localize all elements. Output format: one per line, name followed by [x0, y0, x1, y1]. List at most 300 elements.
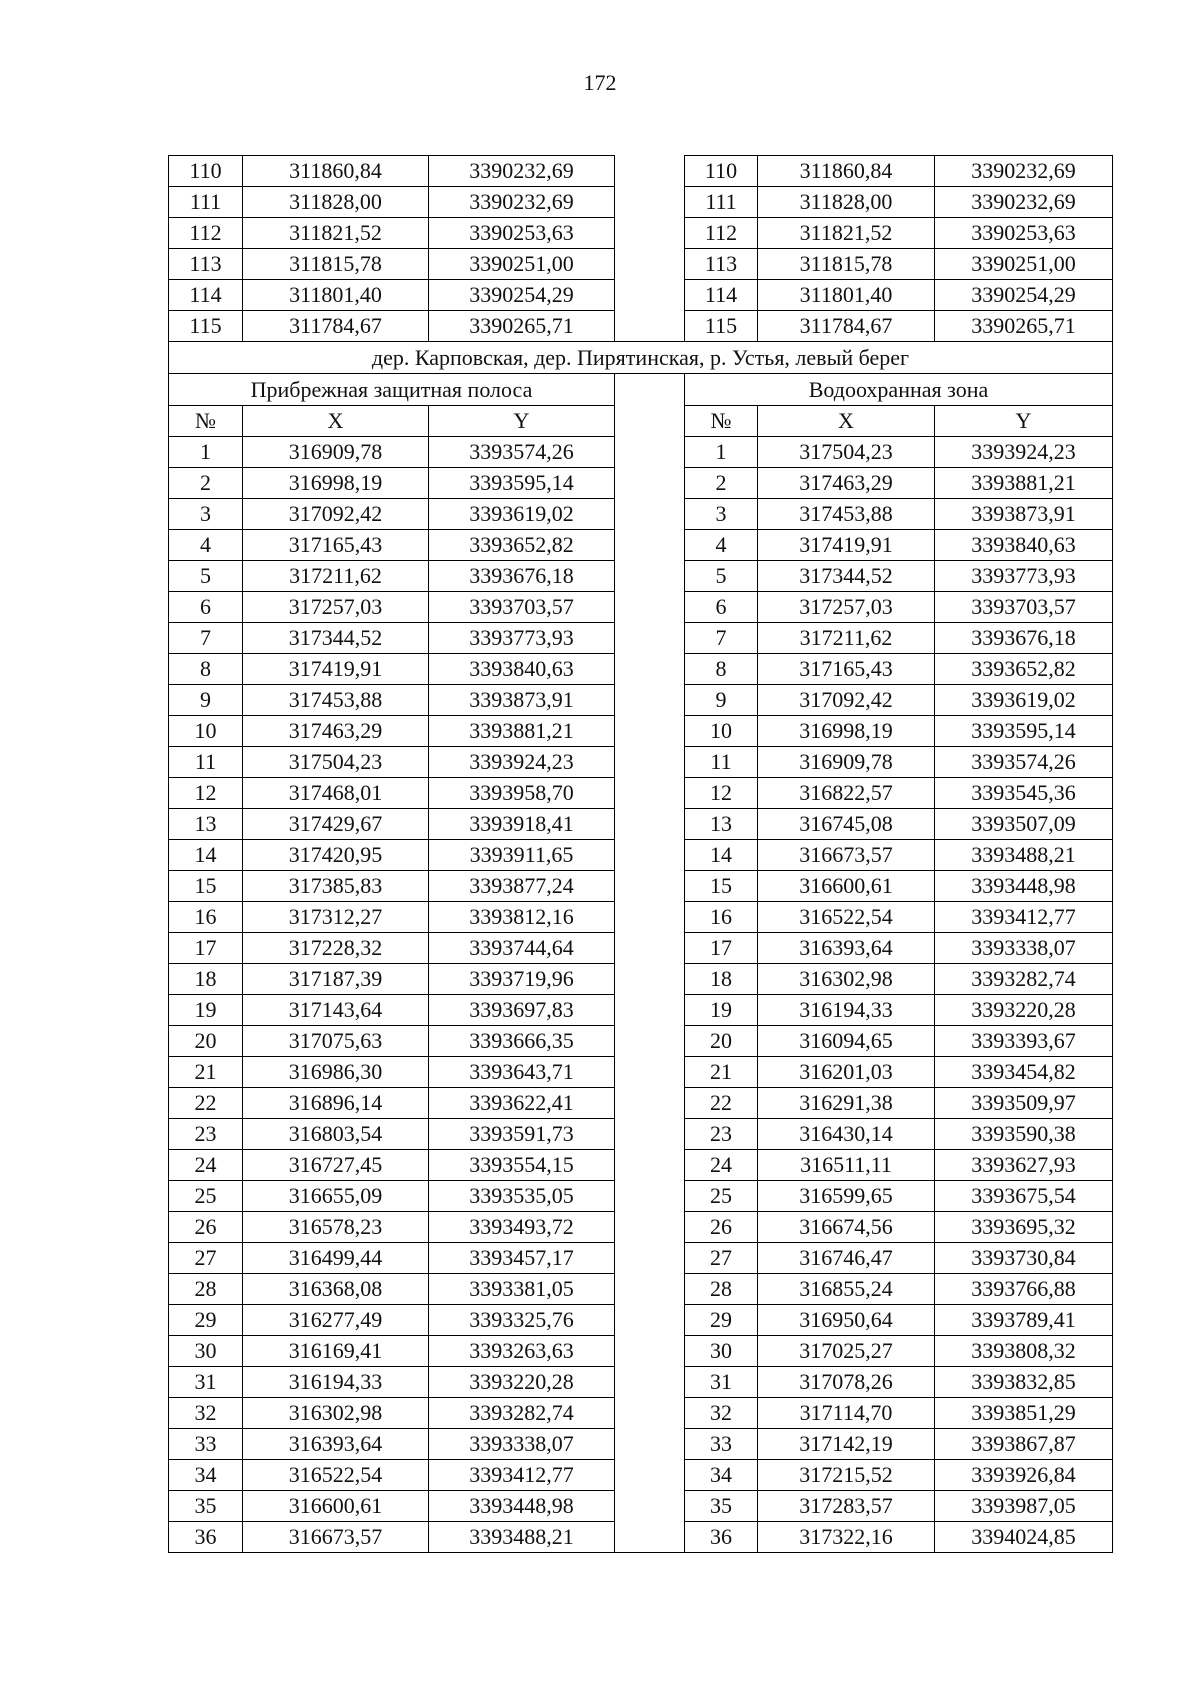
left-x-coordinate-cell: 317468,01 — [243, 778, 429, 809]
table-row — [169, 1367, 1113, 1398]
left-x-coordinate-cell: 311801,40 — [243, 280, 429, 311]
right-point-number-cell: 2 — [685, 468, 758, 499]
left-x-coordinate-cell: 311828,00 — [243, 187, 429, 218]
left-point-number-cell: 111 — [169, 187, 243, 218]
left-y-coordinate-cell: 3393697,83 — [429, 995, 615, 1026]
right-x-coordinate-cell: 317025,27 — [758, 1336, 935, 1367]
right-y-coordinate-cell: 3393338,07 — [935, 933, 1113, 964]
zone-titles-row — [169, 374, 1113, 406]
column-gap — [615, 530, 685, 561]
column-gap — [615, 1057, 685, 1088]
left-y-coordinate-cell: 3393381,05 — [429, 1274, 615, 1305]
column-gap — [615, 1305, 685, 1336]
right-x-coordinate-cell: 316746,47 — [758, 1243, 935, 1274]
right-x-coordinate-cell: 316522,54 — [758, 902, 935, 933]
right-x-coordinate-cell: 317114,70 — [758, 1398, 935, 1429]
right-point-number-cell: 12 — [685, 778, 758, 809]
left-x-coordinate-cell: 317463,29 — [243, 716, 429, 747]
right-y-coordinate-cell: 3393730,84 — [935, 1243, 1113, 1274]
left-point-number-cell: 3 — [169, 499, 243, 530]
left-point-number-cell: 23 — [169, 1119, 243, 1150]
left-point-number-cell: 8 — [169, 654, 243, 685]
left-y-coordinate-cell: 3393840,63 — [429, 654, 615, 685]
right-y-coordinate-cell: 3393595,14 — [935, 716, 1113, 747]
right-x-coordinate-cell: 316600,61 — [758, 871, 935, 902]
left-point-number-cell: 30 — [169, 1336, 243, 1367]
right-y-coordinate-cell: 3390265,71 — [935, 311, 1113, 342]
right-x-coordinate-cell: 317453,88 — [758, 499, 935, 530]
table-row — [169, 1057, 1113, 1088]
left-point-number-cell: 19 — [169, 995, 243, 1026]
left-y-coordinate-cell: 3390254,29 — [429, 280, 615, 311]
right-y-coordinate-cell: 3393766,88 — [935, 1274, 1113, 1305]
column-gap — [615, 592, 685, 623]
left-x-coordinate-cell: 317453,88 — [243, 685, 429, 716]
right-x-coordinate-cell: 316393,64 — [758, 933, 935, 964]
left-num-header: № — [169, 406, 243, 437]
left-point-number-cell: 12 — [169, 778, 243, 809]
column-gap — [615, 995, 685, 1026]
right-num-header: № — [685, 406, 758, 437]
table-row — [169, 280, 1113, 311]
table-row — [169, 716, 1113, 747]
column-gap — [615, 218, 685, 249]
right-y-coordinate-cell: 3390254,29 — [935, 280, 1113, 311]
left-x-coordinate-cell: 316727,45 — [243, 1150, 429, 1181]
right-x-coordinate-cell: 317283,57 — [758, 1491, 935, 1522]
page-number: 172 — [583, 70, 617, 95]
column-gap — [615, 1026, 685, 1057]
right-point-number-cell: 7 — [685, 623, 758, 654]
left-point-number-cell: 15 — [169, 871, 243, 902]
table-row — [169, 1119, 1113, 1150]
right-point-number-cell: 14 — [685, 840, 758, 871]
left-zone-title: Прибрежная защитная полоса — [169, 374, 615, 406]
table-row — [169, 1429, 1113, 1460]
right-y-coordinate-cell: 3393448,98 — [935, 871, 1113, 902]
column-gap — [615, 1491, 685, 1522]
table-row — [169, 1491, 1113, 1522]
left-point-number-cell: 29 — [169, 1305, 243, 1336]
left-point-number-cell: 31 — [169, 1367, 243, 1398]
left-y-coordinate-cell: 3393591,73 — [429, 1119, 615, 1150]
table-row — [169, 1150, 1113, 1181]
table-row — [169, 1398, 1113, 1429]
left-y-coordinate-cell: 3393873,91 — [429, 685, 615, 716]
right-x-coordinate-cell: 316673,57 — [758, 840, 935, 871]
table-row — [169, 1460, 1113, 1491]
right-x-coordinate-cell: 311784,67 — [758, 311, 935, 342]
table-row — [169, 809, 1113, 840]
left-point-number-cell: 115 — [169, 311, 243, 342]
left-point-number-cell: 27 — [169, 1243, 243, 1274]
left-x-coordinate-cell: 317165,43 — [243, 530, 429, 561]
right-point-number-cell: 3 — [685, 499, 758, 530]
left-y-coordinate-cell: 3393457,17 — [429, 1243, 615, 1274]
table-row — [169, 902, 1113, 933]
left-point-number-cell: 35 — [169, 1491, 243, 1522]
column-gap — [615, 1243, 685, 1274]
right-point-number-cell: 16 — [685, 902, 758, 933]
right-y-coordinate-cell: 3393454,82 — [935, 1057, 1113, 1088]
left-point-number-cell: 18 — [169, 964, 243, 995]
right-point-number-cell: 114 — [685, 280, 758, 311]
continuation-rows — [169, 156, 1113, 342]
left-y-coordinate-cell: 3393595,14 — [429, 468, 615, 499]
left-point-number-cell: 16 — [169, 902, 243, 933]
left-x-coordinate-cell: 317143,64 — [243, 995, 429, 1026]
right-x-coordinate-cell: 316909,78 — [758, 747, 935, 778]
table-row — [169, 499, 1113, 530]
right-x-coordinate-cell: 317215,52 — [758, 1460, 935, 1491]
left-x-coordinate-cell: 317420,95 — [243, 840, 429, 871]
right-y-coordinate-cell: 3393789,41 — [935, 1305, 1113, 1336]
right-y-coordinate-cell: 3390232,69 — [935, 187, 1113, 218]
right-point-number-cell: 33 — [685, 1429, 758, 1460]
right-point-number-cell: 28 — [685, 1274, 758, 1305]
column-gap — [615, 654, 685, 685]
right-point-number-cell: 25 — [685, 1181, 758, 1212]
right-point-number-cell: 29 — [685, 1305, 758, 1336]
left-point-number-cell: 22 — [169, 1088, 243, 1119]
right-y-coordinate-cell: 3393867,87 — [935, 1429, 1113, 1460]
right-x-coordinate-cell: 317322,16 — [758, 1522, 935, 1553]
left-point-number-cell: 10 — [169, 716, 243, 747]
left-y-coordinate-cell: 3393773,93 — [429, 623, 615, 654]
table-row — [169, 1336, 1113, 1367]
right-y-coordinate-cell: 3390232,69 — [935, 156, 1113, 187]
table-row — [169, 964, 1113, 995]
left-point-number-cell: 33 — [169, 1429, 243, 1460]
left-y-coordinate-cell: 3390253,63 — [429, 218, 615, 249]
right-x-coordinate-cell: 316302,98 — [758, 964, 935, 995]
left-x-coordinate-cell: 316169,41 — [243, 1336, 429, 1367]
left-point-number-cell: 114 — [169, 280, 243, 311]
left-point-number-cell: 112 — [169, 218, 243, 249]
table-row — [169, 654, 1113, 685]
left-x-coordinate-cell: 316673,57 — [243, 1522, 429, 1553]
column-headers-row — [169, 406, 1113, 437]
left-point-number-cell: 26 — [169, 1212, 243, 1243]
column-gap — [615, 1398, 685, 1429]
table-row — [169, 1243, 1113, 1274]
left-x-coordinate-cell: 317419,91 — [243, 654, 429, 685]
right-x-coordinate-cell: 317257,03 — [758, 592, 935, 623]
left-y-coordinate-cell: 3390232,69 — [429, 156, 615, 187]
left-y-coordinate-cell: 3390232,69 — [429, 187, 615, 218]
table-row — [169, 437, 1113, 468]
column-gap — [615, 1460, 685, 1491]
left-x-coordinate-cell: 316522,54 — [243, 1460, 429, 1491]
column-gap — [615, 406, 685, 437]
left-point-number-cell: 36 — [169, 1522, 243, 1553]
right-y-coordinate-cell: 3393926,84 — [935, 1460, 1113, 1491]
right-y-coordinate-cell: 3393393,67 — [935, 1026, 1113, 1057]
right-y-coordinate-cell: 3393840,63 — [935, 530, 1113, 561]
left-y-coordinate-cell: 3393535,05 — [429, 1181, 615, 1212]
table-row — [169, 592, 1113, 623]
left-y-coordinate-cell: 3393719,96 — [429, 964, 615, 995]
left-y-header: Y — [429, 406, 615, 437]
right-x-coordinate-cell: 317504,23 — [758, 437, 935, 468]
left-point-number-cell: 17 — [169, 933, 243, 964]
right-y-coordinate-cell: 3393509,97 — [935, 1088, 1113, 1119]
left-y-coordinate-cell: 3393412,77 — [429, 1460, 615, 1491]
left-x-coordinate-cell: 316909,78 — [243, 437, 429, 468]
left-x-coordinate-cell: 317429,67 — [243, 809, 429, 840]
left-point-number-cell: 25 — [169, 1181, 243, 1212]
right-point-number-cell: 1 — [685, 437, 758, 468]
coordinates-table — [168, 155, 1113, 1553]
column-gap — [615, 468, 685, 499]
right-y-coordinate-cell: 3390253,63 — [935, 218, 1113, 249]
right-x-coordinate-cell: 311815,78 — [758, 249, 935, 280]
left-point-number-cell: 7 — [169, 623, 243, 654]
right-x-coordinate-cell: 317078,26 — [758, 1367, 935, 1398]
column-gap — [615, 280, 685, 311]
right-x-coordinate-cell: 316674,56 — [758, 1212, 935, 1243]
left-x-coordinate-cell: 317187,39 — [243, 964, 429, 995]
left-point-number-cell: 28 — [169, 1274, 243, 1305]
right-x-coordinate-cell: 316998,19 — [758, 716, 935, 747]
left-x-coordinate-cell: 316803,54 — [243, 1119, 429, 1150]
right-y-coordinate-cell: 3393808,32 — [935, 1336, 1113, 1367]
table-row — [169, 995, 1113, 1026]
right-point-number-cell: 23 — [685, 1119, 758, 1150]
right-y-coordinate-cell: 3393507,09 — [935, 809, 1113, 840]
left-x-coordinate-cell: 316986,30 — [243, 1057, 429, 1088]
left-x-coordinate-cell: 316194,33 — [243, 1367, 429, 1398]
left-x-coordinate-cell: 311815,78 — [243, 249, 429, 280]
column-gap — [615, 871, 685, 902]
left-x-coordinate-cell: 317312,27 — [243, 902, 429, 933]
left-y-coordinate-cell: 3393703,57 — [429, 592, 615, 623]
right-point-number-cell: 110 — [685, 156, 758, 187]
right-point-number-cell: 10 — [685, 716, 758, 747]
left-x-coordinate-cell: 317257,03 — [243, 592, 429, 623]
table-row — [169, 1088, 1113, 1119]
left-point-number-cell: 34 — [169, 1460, 243, 1491]
table-row — [169, 933, 1113, 964]
table-row — [169, 840, 1113, 871]
right-y-coordinate-cell: 3393619,02 — [935, 685, 1113, 716]
right-y-coordinate-cell: 3393881,21 — [935, 468, 1113, 499]
left-x-coordinate-cell: 311784,67 — [243, 311, 429, 342]
right-x-coordinate-cell: 311821,52 — [758, 218, 935, 249]
column-gap — [615, 623, 685, 654]
right-y-coordinate-cell: 3393924,23 — [935, 437, 1113, 468]
table-row — [169, 1522, 1113, 1553]
right-point-number-cell: 15 — [685, 871, 758, 902]
left-y-coordinate-cell: 3393263,63 — [429, 1336, 615, 1367]
left-x-coordinate-cell: 317075,63 — [243, 1026, 429, 1057]
column-gap — [615, 311, 685, 342]
left-x-coordinate-cell: 317344,52 — [243, 623, 429, 654]
left-y-coordinate-cell: 3393666,35 — [429, 1026, 615, 1057]
left-x-coordinate-cell: 316655,09 — [243, 1181, 429, 1212]
left-y-coordinate-cell: 3393619,02 — [429, 499, 615, 530]
column-gap — [615, 561, 685, 592]
column-gap — [615, 809, 685, 840]
column-gap — [615, 249, 685, 280]
right-point-number-cell: 32 — [685, 1398, 758, 1429]
left-x-coordinate-cell: 316302,98 — [243, 1398, 429, 1429]
right-x-coordinate-cell: 316511,11 — [758, 1150, 935, 1181]
left-point-number-cell: 11 — [169, 747, 243, 778]
right-x-coordinate-cell: 317165,43 — [758, 654, 935, 685]
left-x-coordinate-cell: 316896,14 — [243, 1088, 429, 1119]
table-row — [169, 187, 1113, 218]
right-point-number-cell: 113 — [685, 249, 758, 280]
right-point-number-cell: 5 — [685, 561, 758, 592]
right-point-number-cell: 115 — [685, 311, 758, 342]
table-row — [169, 747, 1113, 778]
right-x-header: X — [758, 406, 935, 437]
left-y-coordinate-cell: 3393918,41 — [429, 809, 615, 840]
column-gap — [615, 1429, 685, 1460]
right-x-coordinate-cell: 316599,65 — [758, 1181, 935, 1212]
right-y-coordinate-cell: 3393675,54 — [935, 1181, 1113, 1212]
right-x-coordinate-cell: 317344,52 — [758, 561, 935, 592]
right-point-number-cell: 31 — [685, 1367, 758, 1398]
table-row — [169, 218, 1113, 249]
table-row — [169, 561, 1113, 592]
left-point-number-cell: 32 — [169, 1398, 243, 1429]
table-row — [169, 1212, 1113, 1243]
table-row — [169, 468, 1113, 499]
column-gap — [615, 1212, 685, 1243]
left-x-coordinate-cell: 316998,19 — [243, 468, 429, 499]
column-gap — [615, 1522, 685, 1553]
left-x-coordinate-cell: 316277,49 — [243, 1305, 429, 1336]
right-x-coordinate-cell: 311801,40 — [758, 280, 935, 311]
column-gap — [615, 374, 685, 406]
right-point-number-cell: 35 — [685, 1491, 758, 1522]
left-point-number-cell: 24 — [169, 1150, 243, 1181]
left-x-coordinate-cell: 316393,64 — [243, 1429, 429, 1460]
left-x-coordinate-cell: 316499,44 — [243, 1243, 429, 1274]
table-row — [169, 1305, 1113, 1336]
table-row — [169, 530, 1113, 561]
left-x-coordinate-cell: 311821,52 — [243, 218, 429, 249]
left-y-coordinate-cell: 3393676,18 — [429, 561, 615, 592]
column-gap — [615, 156, 685, 187]
right-point-number-cell: 13 — [685, 809, 758, 840]
right-point-number-cell: 22 — [685, 1088, 758, 1119]
right-x-coordinate-cell: 311860,84 — [758, 156, 935, 187]
column-gap — [615, 499, 685, 530]
right-x-coordinate-cell: 316950,64 — [758, 1305, 935, 1336]
table-row — [169, 623, 1113, 654]
left-y-coordinate-cell: 3393448,98 — [429, 1491, 615, 1522]
column-gap — [615, 1336, 685, 1367]
table-row — [169, 311, 1113, 342]
column-gap — [615, 964, 685, 995]
left-point-number-cell: 5 — [169, 561, 243, 592]
left-x-coordinate-cell: 317504,23 — [243, 747, 429, 778]
left-x-coordinate-cell: 316600,61 — [243, 1491, 429, 1522]
column-gap — [615, 1119, 685, 1150]
left-y-coordinate-cell: 3393622,41 — [429, 1088, 615, 1119]
right-point-number-cell: 18 — [685, 964, 758, 995]
right-x-coordinate-cell: 311828,00 — [758, 187, 935, 218]
table-row — [169, 685, 1113, 716]
left-y-coordinate-cell: 3393643,71 — [429, 1057, 615, 1088]
left-point-number-cell: 21 — [169, 1057, 243, 1088]
left-point-number-cell: 113 — [169, 249, 243, 280]
right-x-coordinate-cell: 316291,38 — [758, 1088, 935, 1119]
left-point-number-cell: 2 — [169, 468, 243, 499]
column-gap — [615, 902, 685, 933]
right-x-coordinate-cell: 317419,91 — [758, 530, 935, 561]
right-y-coordinate-cell: 3393773,93 — [935, 561, 1113, 592]
right-y-coordinate-cell: 3393703,57 — [935, 592, 1113, 623]
left-y-coordinate-cell: 3390251,00 — [429, 249, 615, 280]
left-point-number-cell: 20 — [169, 1026, 243, 1057]
right-y-coordinate-cell: 3393873,91 — [935, 499, 1113, 530]
column-gap — [615, 1367, 685, 1398]
left-y-coordinate-cell: 3393338,07 — [429, 1429, 615, 1460]
right-point-number-cell: 111 — [685, 187, 758, 218]
right-y-coordinate-cell: 3393590,38 — [935, 1119, 1113, 1150]
right-point-number-cell: 20 — [685, 1026, 758, 1057]
table-row — [169, 871, 1113, 902]
right-y-coordinate-cell: 3393488,21 — [935, 840, 1113, 871]
left-point-number-cell: 9 — [169, 685, 243, 716]
right-x-coordinate-cell: 316194,33 — [758, 995, 935, 1026]
left-x-header: X — [243, 406, 429, 437]
coordinate-rows — [169, 437, 1113, 1553]
table-row — [169, 778, 1113, 809]
left-point-number-cell: 13 — [169, 809, 243, 840]
right-x-coordinate-cell: 317211,62 — [758, 623, 935, 654]
left-x-coordinate-cell: 316578,23 — [243, 1212, 429, 1243]
column-gap — [615, 685, 685, 716]
right-point-number-cell: 24 — [685, 1150, 758, 1181]
left-y-coordinate-cell: 3393493,72 — [429, 1212, 615, 1243]
table-row — [169, 249, 1113, 280]
left-y-coordinate-cell: 3393911,65 — [429, 840, 615, 871]
right-y-header: Y — [935, 406, 1113, 437]
right-y-coordinate-cell: 3393412,77 — [935, 902, 1113, 933]
right-y-coordinate-cell: 3393987,05 — [935, 1491, 1113, 1522]
right-x-coordinate-cell: 316430,14 — [758, 1119, 935, 1150]
right-x-coordinate-cell: 316745,08 — [758, 809, 935, 840]
column-gap — [615, 716, 685, 747]
left-x-coordinate-cell: 317211,62 — [243, 561, 429, 592]
column-gap — [615, 1181, 685, 1212]
right-point-number-cell: 11 — [685, 747, 758, 778]
left-x-coordinate-cell: 311860,84 — [243, 156, 429, 187]
left-y-coordinate-cell: 3393574,26 — [429, 437, 615, 468]
right-y-coordinate-cell: 3394024,85 — [935, 1522, 1113, 1553]
left-y-coordinate-cell: 3393652,82 — [429, 530, 615, 561]
right-x-coordinate-cell: 317463,29 — [758, 468, 935, 499]
column-gap — [615, 778, 685, 809]
right-y-coordinate-cell: 3393851,29 — [935, 1398, 1113, 1429]
left-y-coordinate-cell: 3393958,70 — [429, 778, 615, 809]
right-x-coordinate-cell: 316201,03 — [758, 1057, 935, 1088]
right-x-coordinate-cell: 317092,42 — [758, 685, 935, 716]
left-y-coordinate-cell: 3393877,24 — [429, 871, 615, 902]
right-point-number-cell: 4 — [685, 530, 758, 561]
left-x-coordinate-cell: 317385,83 — [243, 871, 429, 902]
right-x-coordinate-cell: 316822,57 — [758, 778, 935, 809]
column-gap — [615, 187, 685, 218]
column-gap — [615, 1274, 685, 1305]
column-gap — [615, 747, 685, 778]
left-point-number-cell: 14 — [169, 840, 243, 871]
